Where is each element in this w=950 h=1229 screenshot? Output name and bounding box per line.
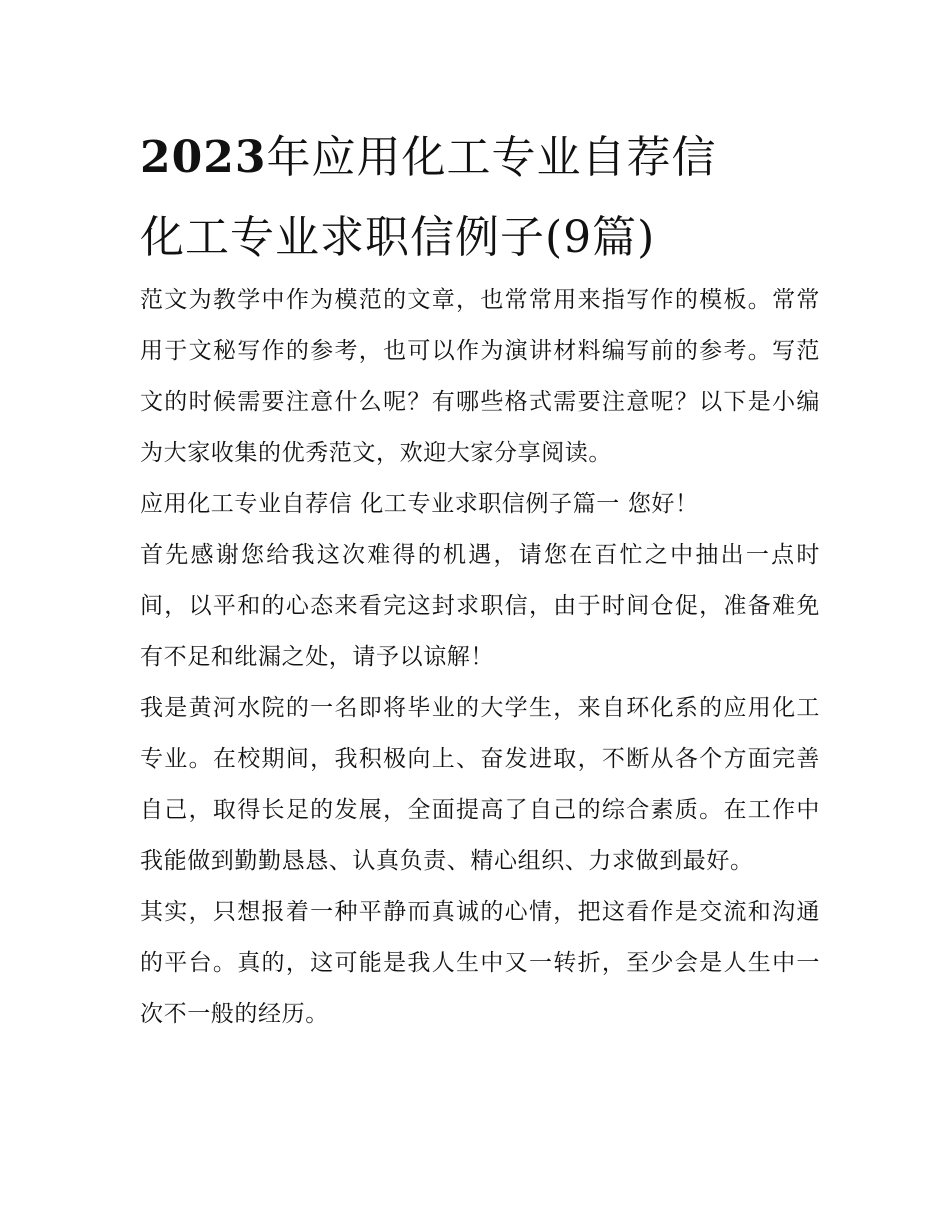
paragraph-closing: 其实，只想报着一种平静而真诚的心情，把这看作是交流和沟通的平台。真的，这可能是我人生中又一转折，至少会是人生中一次不一般的经历。 [140, 899, 820, 1027]
paragraph-thanks: 首先感谢您给我这次难得的机遇，请您在百忙之中抽出一点时间，以平和的心态来看完这封求职信，由于时间仓促，准备难免有不足和纰漏之处，请予以谅解！ [140, 542, 820, 670]
title-year: 2023 [140, 132, 267, 183]
title-line-1 [140, 118, 820, 198]
paragraph-intro: 范文为教学中作为模范的文章，也常常用来指写作的模板。常常用于文秘写作的参考，也可以作为演讲材料编写前的参考。写范文的时候需要注意什么呢？有哪些格式需要注意呢？以下是小编为大家收集的优秀范文，欢迎大家分享阅读。 [140, 287, 820, 466]
document-title [140, 118, 820, 278]
title-line-1-rest: 年应用化工专业自荐信 [266, 132, 717, 183]
document-body [140, 275, 820, 1040]
title-line-2: 化工专业求职信例子(9篇) [140, 212, 656, 263]
paragraph-self-intro: 我是黄河水院的一名即将毕业的大学生，来自环化系的应用化工专业。在校期间，我积极向上、奋发进取，不断从各个方面完善自己，取得长足的发展，全面提高了自己的综合素质。在工作中我能做到勤勤恳恳、认真负责、精心组织、力求做到最好。 [140, 695, 820, 874]
paragraph-heading: 应用化工专业自荐信 化工专业求职信例子篇一 您好！ [140, 491, 699, 517]
